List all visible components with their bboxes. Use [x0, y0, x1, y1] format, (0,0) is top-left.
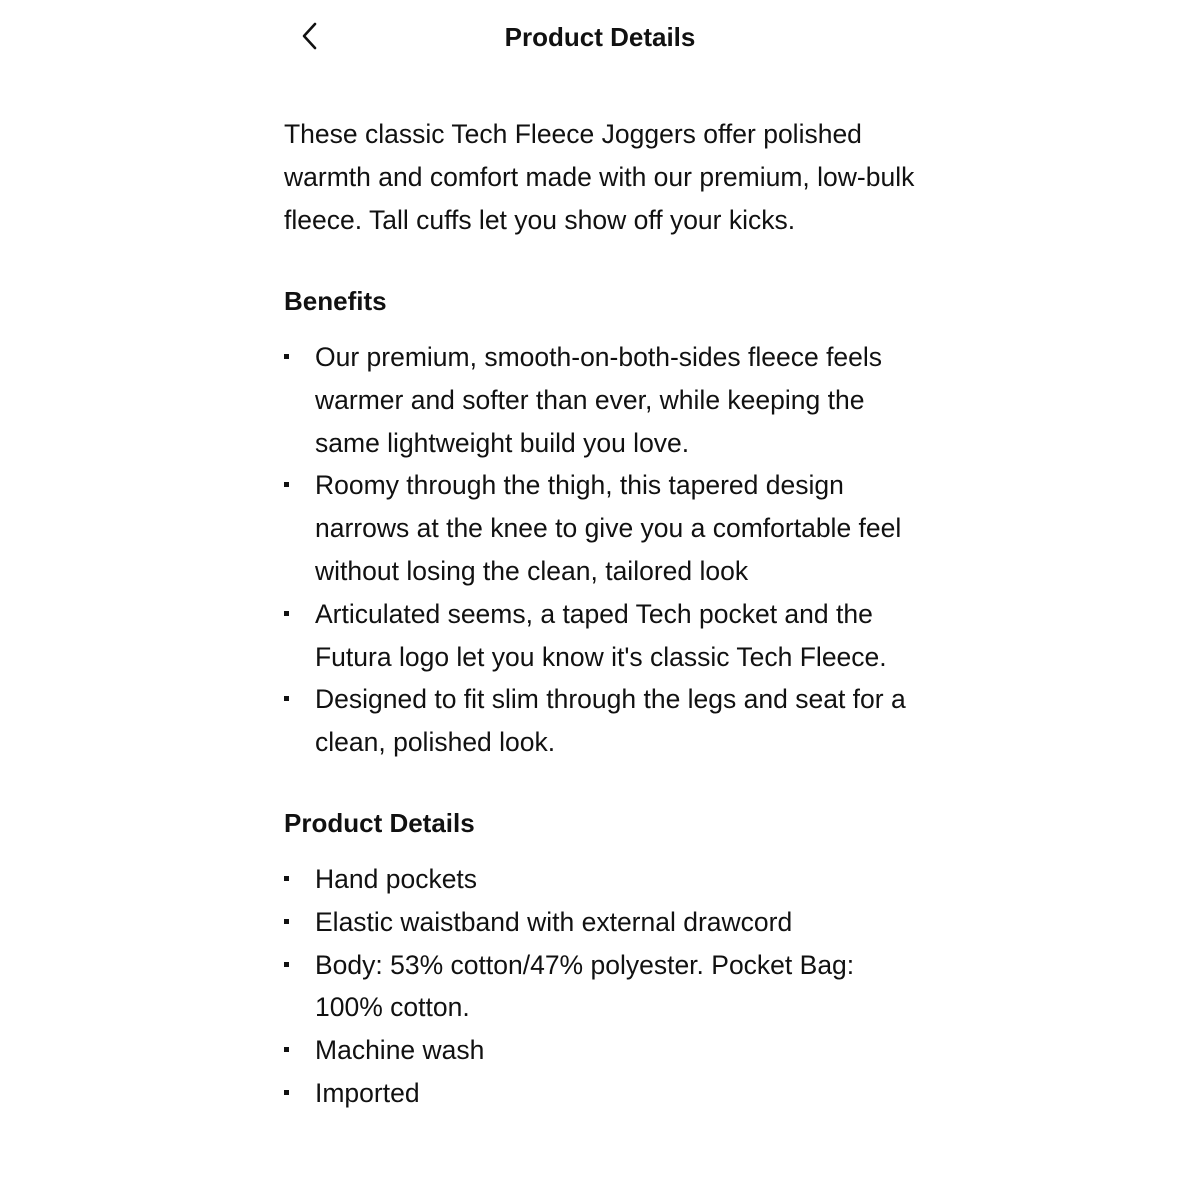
list-item [284, 858, 924, 901]
bullet-icon [284, 1090, 289, 1095]
list-item-text: Roomy through the thigh, this tapered design narrows at the knee to give you a comfortable feel without losing the clean, tailored look [315, 470, 902, 586]
list-item [284, 901, 924, 944]
bullet-icon [284, 696, 289, 701]
list-item [284, 1029, 924, 1072]
benefits-heading: Benefits [284, 286, 387, 316]
product-details-list [284, 858, 924, 1115]
bullet-icon [284, 876, 289, 881]
intro-paragraph: These classic Tech Fleece Joggers offer polished warmth and comfort made with our premium, low-bulk fleece. Tall cuffs let you show off your kicks. [284, 119, 915, 235]
bullet-icon [284, 482, 289, 487]
list-item-text: Designed to fit slim through the legs and seat for a clean, polished look. [315, 684, 906, 758]
list-item [284, 678, 924, 764]
product-details-heading: Product Details [284, 807, 475, 838]
list-item-text: Imported [315, 1077, 420, 1108]
list-item-text: Machine wash [315, 1035, 485, 1066]
list-item [284, 1072, 924, 1115]
list-item-text: Articulated seems, a taped Tech pocket and the Futura logo let you know it's classic Tech Fleece. [315, 598, 887, 672]
list-item-text: Hand pockets [315, 863, 478, 894]
product-description-content [284, 113, 924, 1115]
list-item [284, 464, 924, 592]
bullet-icon [284, 962, 289, 967]
nav-bar [0, 0, 1200, 72]
list-item [284, 593, 924, 679]
page-title: Product Details [504, 22, 696, 52]
bullet-icon [284, 611, 289, 616]
list-item [284, 336, 924, 464]
list-item [284, 944, 924, 1030]
benefits-list [284, 336, 924, 764]
bullet-icon [284, 919, 289, 924]
bullet-icon [284, 354, 289, 359]
list-item-text: Body: 53% cotton/47% polyester. Pocket Bag: 100% cotton. [315, 949, 855, 1023]
list-item-text: Elastic waistband with external drawcord [315, 906, 793, 937]
bullet-icon [284, 1047, 289, 1052]
list-item-text: Our premium, smooth-on-both-sides fleece feels warmer and softer than ever, while keeping the same lightweight build you love. [315, 342, 883, 458]
